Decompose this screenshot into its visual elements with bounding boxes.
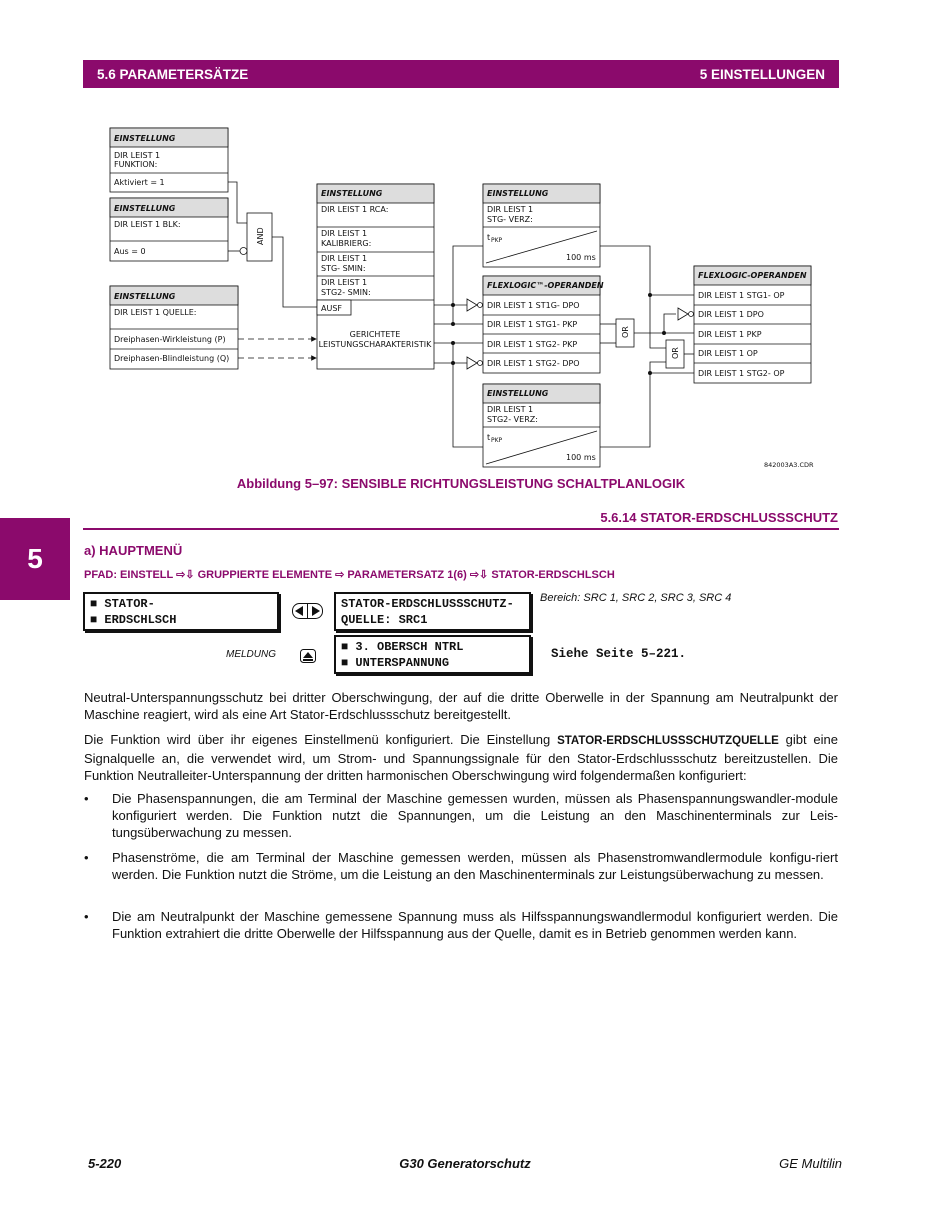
figure-caption: Abbildung 5–97: SENSIBLE RICHTUNGSLEISTUNG SCHALTPLANLOGIK xyxy=(236,476,686,491)
svg-text:DIR LEIST 1: DIR LEIST 1 xyxy=(321,254,368,263)
header-chapter: 5 EINSTELLUNGEN xyxy=(699,66,825,82)
svg-text:DIR LEIST 1: DIR LEIST 1 xyxy=(321,278,368,287)
svg-text:DIR LEIST 1: DIR LEIST 1 xyxy=(487,205,534,214)
svg-text:DIR LEIST 1 QUELLE:: DIR LEIST 1 QUELLE: xyxy=(114,308,197,317)
arrow-right-down-icon: ⇨⇩ xyxy=(469,569,489,581)
lcd-setting-display[interactable]: STATOR-ERDSCHLUSSSCHUTZ- QUELLE: SRC1 xyxy=(334,592,531,631)
svg-text:Dreiphasen-Wirkleistung (P): Dreiphasen-Wirkleistung (P) xyxy=(114,335,226,344)
setting-range: Bereich: SRC 1, SRC 2, SRC 3, SRC 4 xyxy=(540,592,732,604)
svg-text:PKP: PKP xyxy=(491,237,503,244)
flexops2-item: DIR LEIST 1 STG1- OP xyxy=(698,291,785,300)
list-item: • Phasenströme, die am Terminal der Maschine gemessen werden, müssen als Phasenstromwandlermodule konfigu-riert werden. Die Funktion nutzt die Ströme, um die Leistung an den Maschinenterminals zur Leistungsüberwachung zu messen. xyxy=(84,850,838,882)
svg-text:DIR LEIST 1: DIR LEIST 1 xyxy=(114,151,161,160)
svg-text:t: t xyxy=(487,233,491,242)
svg-text:LEISTUNGSCHARAKTERISTIK: LEISTUNGSCHARAKTERISTIK xyxy=(318,340,432,349)
svg-text:t: t xyxy=(487,433,491,442)
svg-text:DIR LEIST 1: DIR LEIST 1 xyxy=(487,405,534,414)
flexops1-item: DIR LEIST 1 STG1- PKP xyxy=(487,320,578,329)
and-gate-label: AND xyxy=(256,227,265,245)
list-item: • Die Phasenspannungen, die am Terminal der Maschine gemessen wurden, müssen als Phasenspannungswandler-module konfiguriert werden. Die Funktion nutzt die Spannungen, um die Leistung an den Maschinenterminals zur Leis-tungsüberwachung zu messen. xyxy=(84,791,838,840)
or-gate-1-label: OR xyxy=(621,326,630,338)
lcd-menu-display[interactable]: ■ STATOR- ■ ERDSCHLSCH xyxy=(83,592,279,631)
arrow-right-icon: ⇨ xyxy=(335,569,345,581)
svg-text:Aktiviert = 1: Aktiviert = 1 xyxy=(114,178,165,187)
drawing-code: 842003A3.CDR xyxy=(764,461,814,469)
arrow-right-down-icon: ⇨⇩ xyxy=(176,569,195,581)
left-right-keys-icon[interactable] xyxy=(292,603,323,619)
logic-diagram xyxy=(0,0,950,475)
einst5-header: EINSTELLUNG xyxy=(487,189,549,198)
subsection-title: a) HAUPTMENÜ xyxy=(84,543,183,558)
einst4-header: EINSTELLUNG xyxy=(321,189,383,198)
svg-text:DIR LEIST 1: DIR LEIST 1 xyxy=(321,229,368,238)
footer-page-number: 5-220 xyxy=(88,1156,122,1171)
svg-text:KALIBRIERG:: KALIBRIERG: xyxy=(321,239,372,248)
section-title: 5.6.14 STATOR-ERDSCHLUSSSCHUTZ xyxy=(600,510,838,525)
svg-text:Aus = 0: Aus = 0 xyxy=(114,247,146,256)
svg-text:STG2- VERZ:: STG2- VERZ: xyxy=(487,415,538,424)
einst2-header: EINSTELLUNG xyxy=(114,204,176,213)
svg-text:Dreiphasen-Blindleistung (Q): Dreiphasen-Blindleistung (Q) xyxy=(114,354,230,363)
svg-text:GERICHTETE: GERICHTETE xyxy=(349,330,401,339)
svg-text:STG2- SMIN:: STG2- SMIN: xyxy=(321,288,371,297)
svg-text:FUNKTION:: FUNKTION: xyxy=(114,160,158,169)
svg-text:AUSF: AUSF xyxy=(321,304,343,313)
lcd-message-display[interactable]: ■ 3. OBERSCH NTRL ■ UNTERSPANNUNG xyxy=(334,635,531,674)
see-page-reference: Siehe Seite 5–221. xyxy=(551,647,687,661)
svg-text:STG- VERZ:: STG- VERZ: xyxy=(487,215,533,224)
flexops1-header: FLEXLOGIC™-OPERANDEN xyxy=(487,281,604,290)
flexops2-item: DIR LEIST 1 PKP xyxy=(698,330,762,339)
svg-text:STG- SMIN:: STG- SMIN: xyxy=(321,264,366,273)
footer-product: G30 Generatorschutz xyxy=(399,1156,531,1171)
chapter-tab: 5 xyxy=(0,518,70,600)
flexops2-item: DIR LEIST 1 STG2- OP xyxy=(698,369,785,378)
flexops2-item: DIR LEIST 1 OP xyxy=(698,349,758,358)
paragraph-2: Die Funktion wird über ihr eigenes Einstellmenü konfiguriert. Die Einstellung STATOR-ERDSCHLUSSSCHUTZQUELLE gibt eine Signalquelle an, die verwendet wird, um Strom- und Spannungssignale für den Stator-Erdschlussschutz bereitzustellen. Die Funktion Neutralleiter-Unterspannung der dritten harmonischen Oberschwingung wird folgendermaßen konfiguriert: xyxy=(84,732,839,783)
or-gate-2-label: OR xyxy=(671,347,680,359)
list-item: • Die am Neutralpunkt der Maschine gemessene Spannung muss als Hilfsspannungswandlermodul konfiguriert werden. Die Funktion extrahiert die dritte Oberwelle der Hilfsspannung aus der Quelle, damit es in Betrieb genommen werden kann. xyxy=(84,909,838,941)
svg-text:DIR LEIST 1 BLK:: DIR LEIST 1 BLK: xyxy=(114,220,181,229)
message-label: MELDUNG xyxy=(226,649,277,660)
footer-company: GE Multilin xyxy=(779,1156,842,1171)
svg-text:DIR LEIST 1 RCA:: DIR LEIST 1 RCA: xyxy=(321,205,389,214)
flexops1-item: DIR LEIST 1 ST1G- DPO xyxy=(487,301,580,310)
svg-text:PKP: PKP xyxy=(491,437,503,444)
einst1-header: EINSTELLUNG xyxy=(114,134,176,143)
einst6-header: EINSTELLUNG xyxy=(487,389,549,398)
paragraph-1: Neutral-Unterspannungsschutz bei dritter Oberschwingung, der auf die dritte Oberwelle in der Spannung am Neutralpunkt der Maschine reagiert, wird als eine Art Stator-Erdschlussschutz bereitgestellt. xyxy=(84,690,838,722)
header-section: 5.6 PARAMETERSÄTZE xyxy=(97,66,249,82)
flexops2-item: DIR LEIST 1 DPO xyxy=(698,310,764,319)
flexops1-item: DIR LEIST 1 STG2- DPO xyxy=(487,359,580,368)
flexops1-item: DIR LEIST 1 STG2- PKP xyxy=(487,340,578,349)
section-rule xyxy=(83,528,839,530)
flexops2-header: FLEXLOGIC-OPERANDEN xyxy=(698,271,807,280)
svg-text:100 ms: 100 ms xyxy=(566,253,596,262)
einst3-header: EINSTELLUNG xyxy=(114,292,176,301)
up-key-icon[interactable] xyxy=(300,649,316,663)
svg-text:100 ms: 100 ms xyxy=(566,453,596,462)
menu-path: PFAD: EINSTELL ⇨⇩ GRUPPIERTE ELEMENTE ⇨ PARAMETERSATZ 1(6) ⇨⇩ STATOR-ERDSCHLSCH xyxy=(84,569,615,581)
